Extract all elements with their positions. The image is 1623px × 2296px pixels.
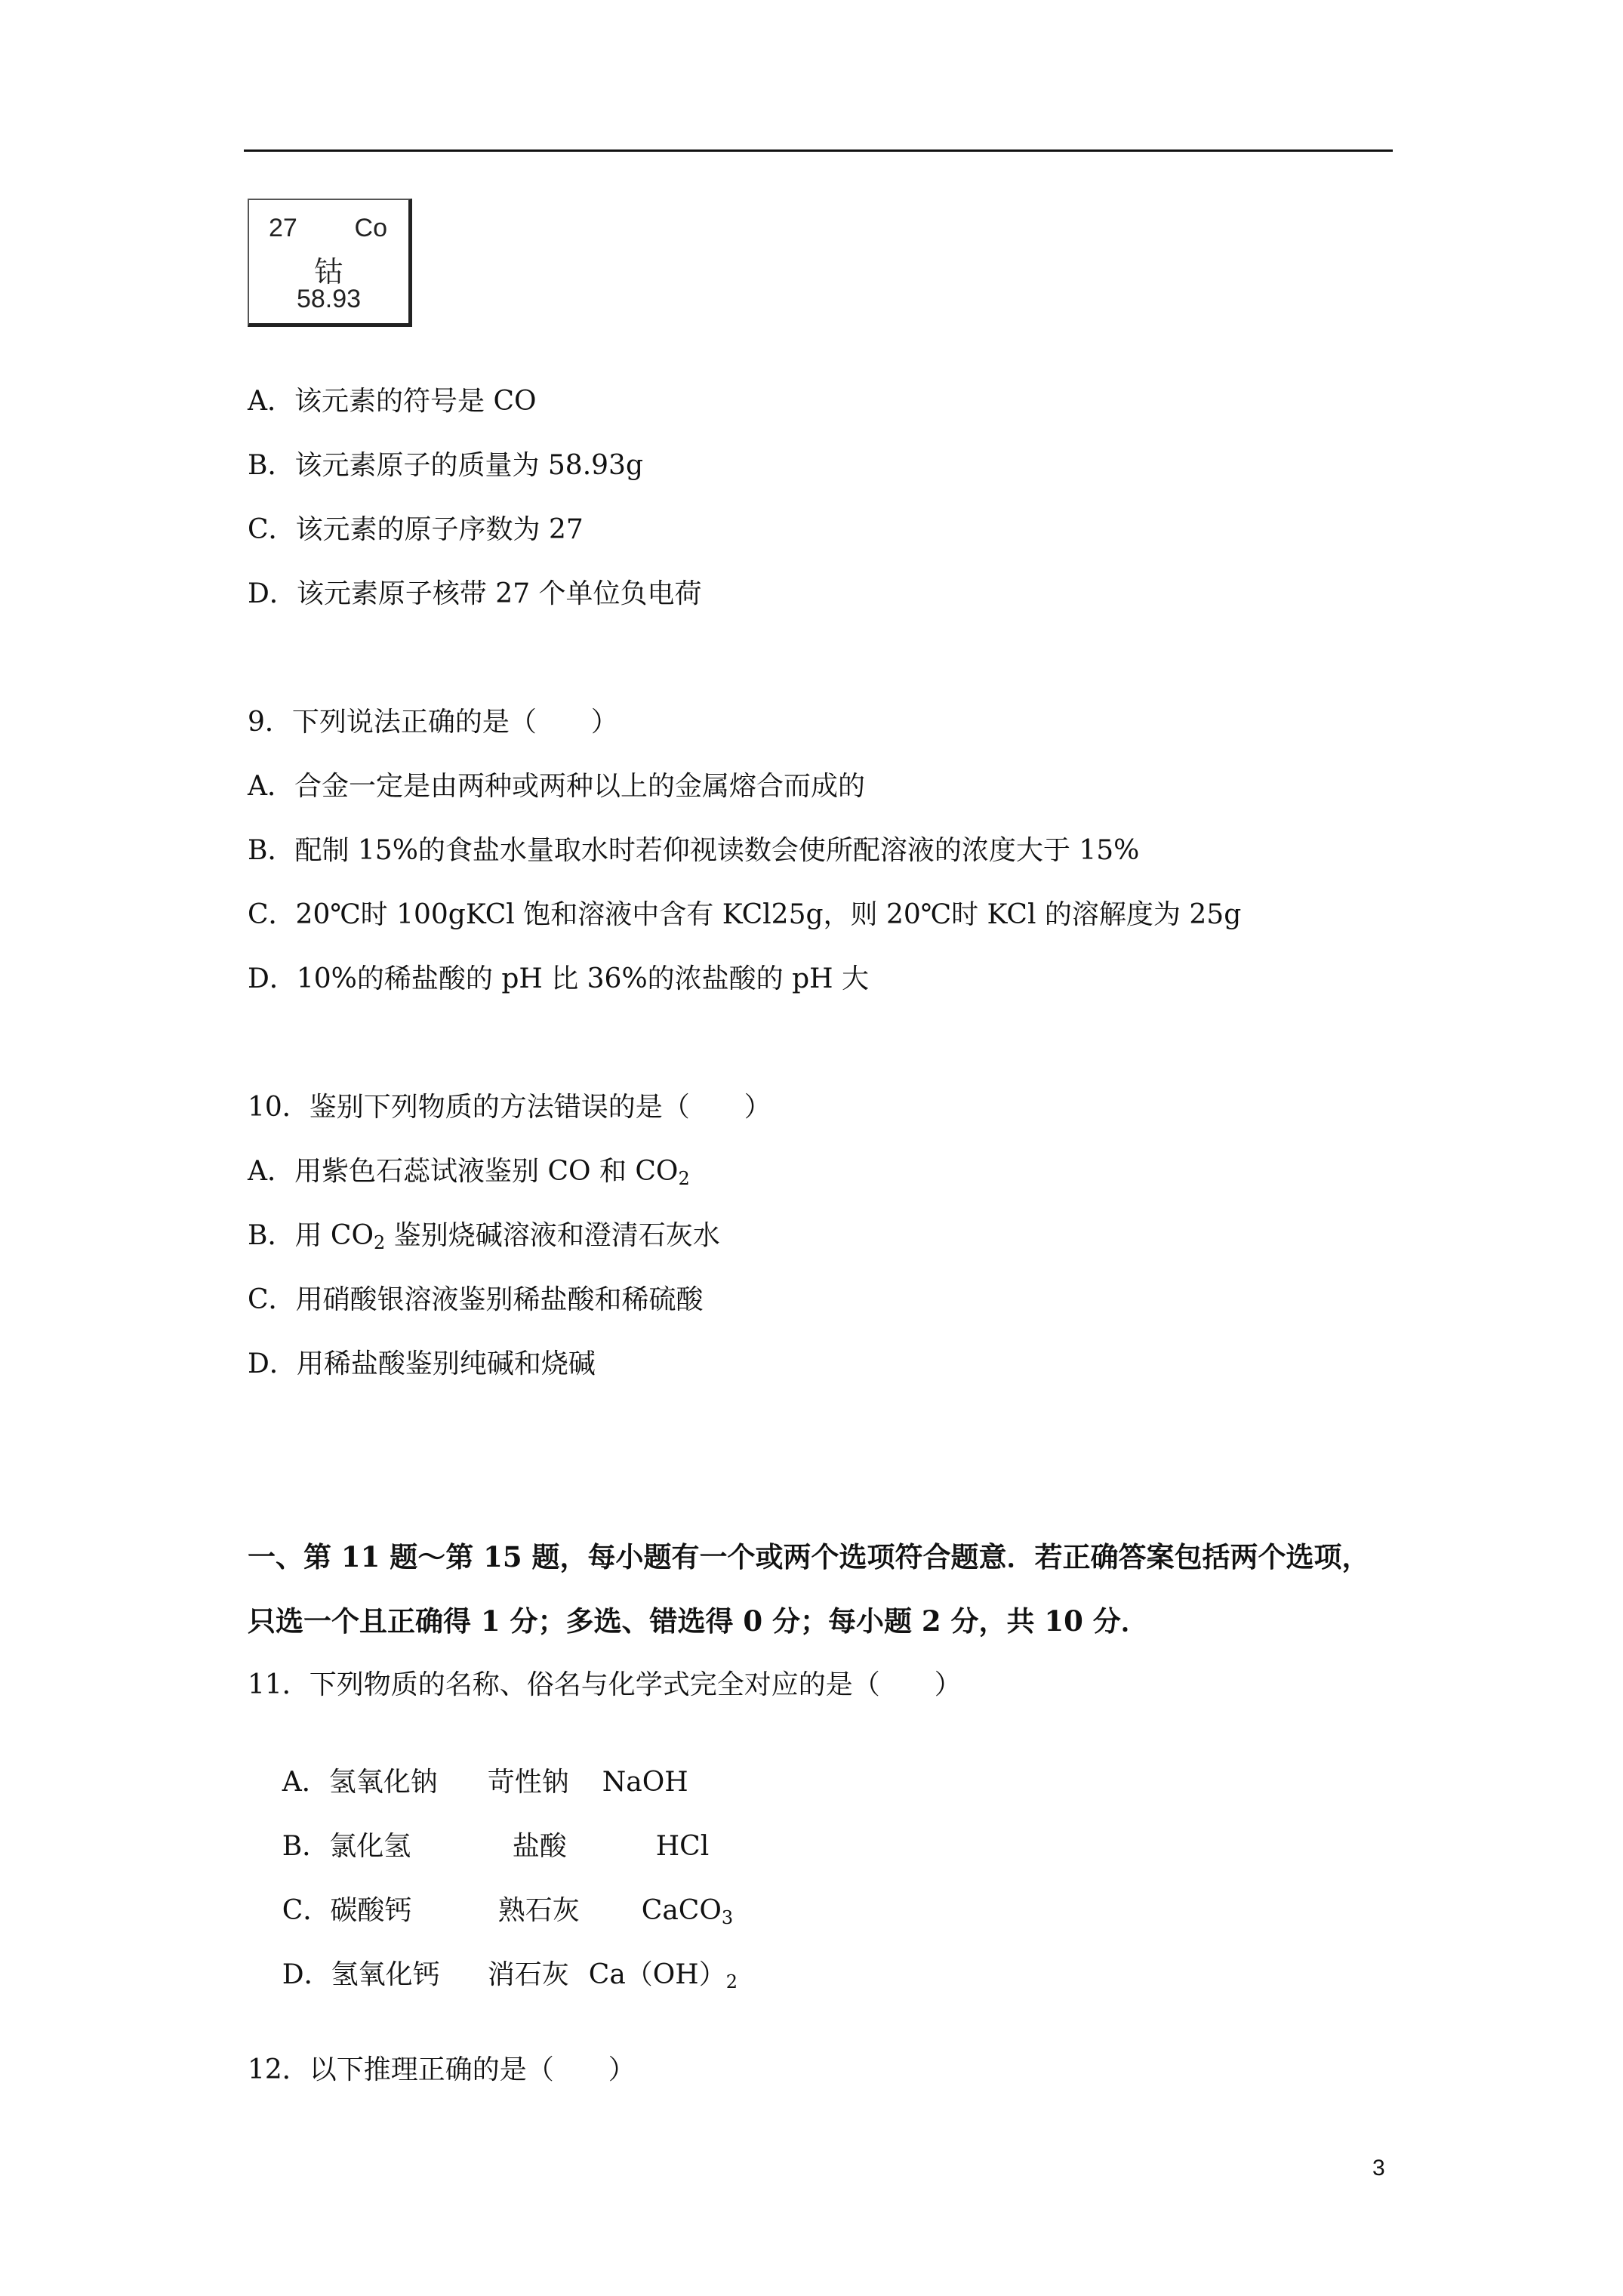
page-number: 3 [1372, 2156, 1385, 2180]
header-rule [244, 149, 1393, 152]
section-instructions-line1: 一、第 11 题～第 15 题，每小题有一个或两个选项符合题意．若正确答案包括两个选项， [248, 1540, 1370, 1573]
q10-option-c: C．用硝酸银溶液鉴别稀盐酸和稀硫酸 [248, 1284, 704, 1315]
q11-option-a: A．氢氧化钠 苛性钠 NaOH [282, 1767, 688, 1798]
q10-option-a: A．用紫色石蕊试液鉴别 CO 和 $CO_2$ [248, 1156, 690, 1189]
q9-option-c: C．20℃时 100gKCl 饱和溶液中含有 KCl25g，则 20℃时 KCl 的溶解度为 25g [248, 899, 1242, 930]
q10-stem: 10．鉴别下列物质的方法错误的是（ ） [248, 1092, 771, 1123]
q11-option-d: D．氢氧化钙 消石灰 $Ca(OH)_2$ [282, 1959, 738, 1992]
q8-option-a: A．该元素的符号是 CO [248, 386, 537, 417]
q8-option-d: D．该元素原子核带 27 个单位负电荷 [248, 578, 702, 609]
q9-option-b: B．配制 15%的食盐水量取水时若仰视读数会使所配溶液的浓度大于 15% [248, 835, 1140, 866]
q11-option-b: B．氯化氢 盐酸 HCl [282, 1831, 710, 1862]
atomic-mass: 58.93 [296, 285, 362, 313]
periodic-element-card [248, 199, 412, 327]
element-name: 钴 [314, 255, 343, 288]
q9-option-d: D．10%的稀盐酸的 pH 比 36%的浓盐酸的 pH 大 [248, 963, 869, 994]
q8-option-b: B．该元素原子的质量为 58.93g [248, 450, 644, 481]
section-instructions-line2: 只选一个且正确得 1 分；多选、错选得 0 分；每小题 2 分，共 10 分． [248, 1604, 1149, 1638]
q9-option-a: A．合金一定是由两种或两种以上的金属熔合而成的 [248, 771, 865, 802]
element-symbol: Co [354, 214, 387, 242]
q10-option-b: B．用 $CO_2$ 鉴别烧碱溶液和澄清石灰水 [248, 1220, 720, 1253]
q11-stem: 11．下列物质的名称、俗名与化学式完全对应的是（ ） [248, 1669, 962, 1700]
q10-option-d: D．用稀盐酸鉴别纯碱和烧碱 [248, 1348, 596, 1379]
q12-stem: 12．以下推理正确的是（ ） [248, 2054, 636, 2085]
q11-option-c: C．碳酸钙 熟石灰 CaCO$_3$ [282, 1895, 734, 1928]
q8-option-c: C．该元素的原子序数为 27 [248, 514, 584, 545]
q9-stem: 9．下列说法正确的是（ ） [248, 707, 618, 738]
atomic-number: 27 [269, 214, 297, 242]
